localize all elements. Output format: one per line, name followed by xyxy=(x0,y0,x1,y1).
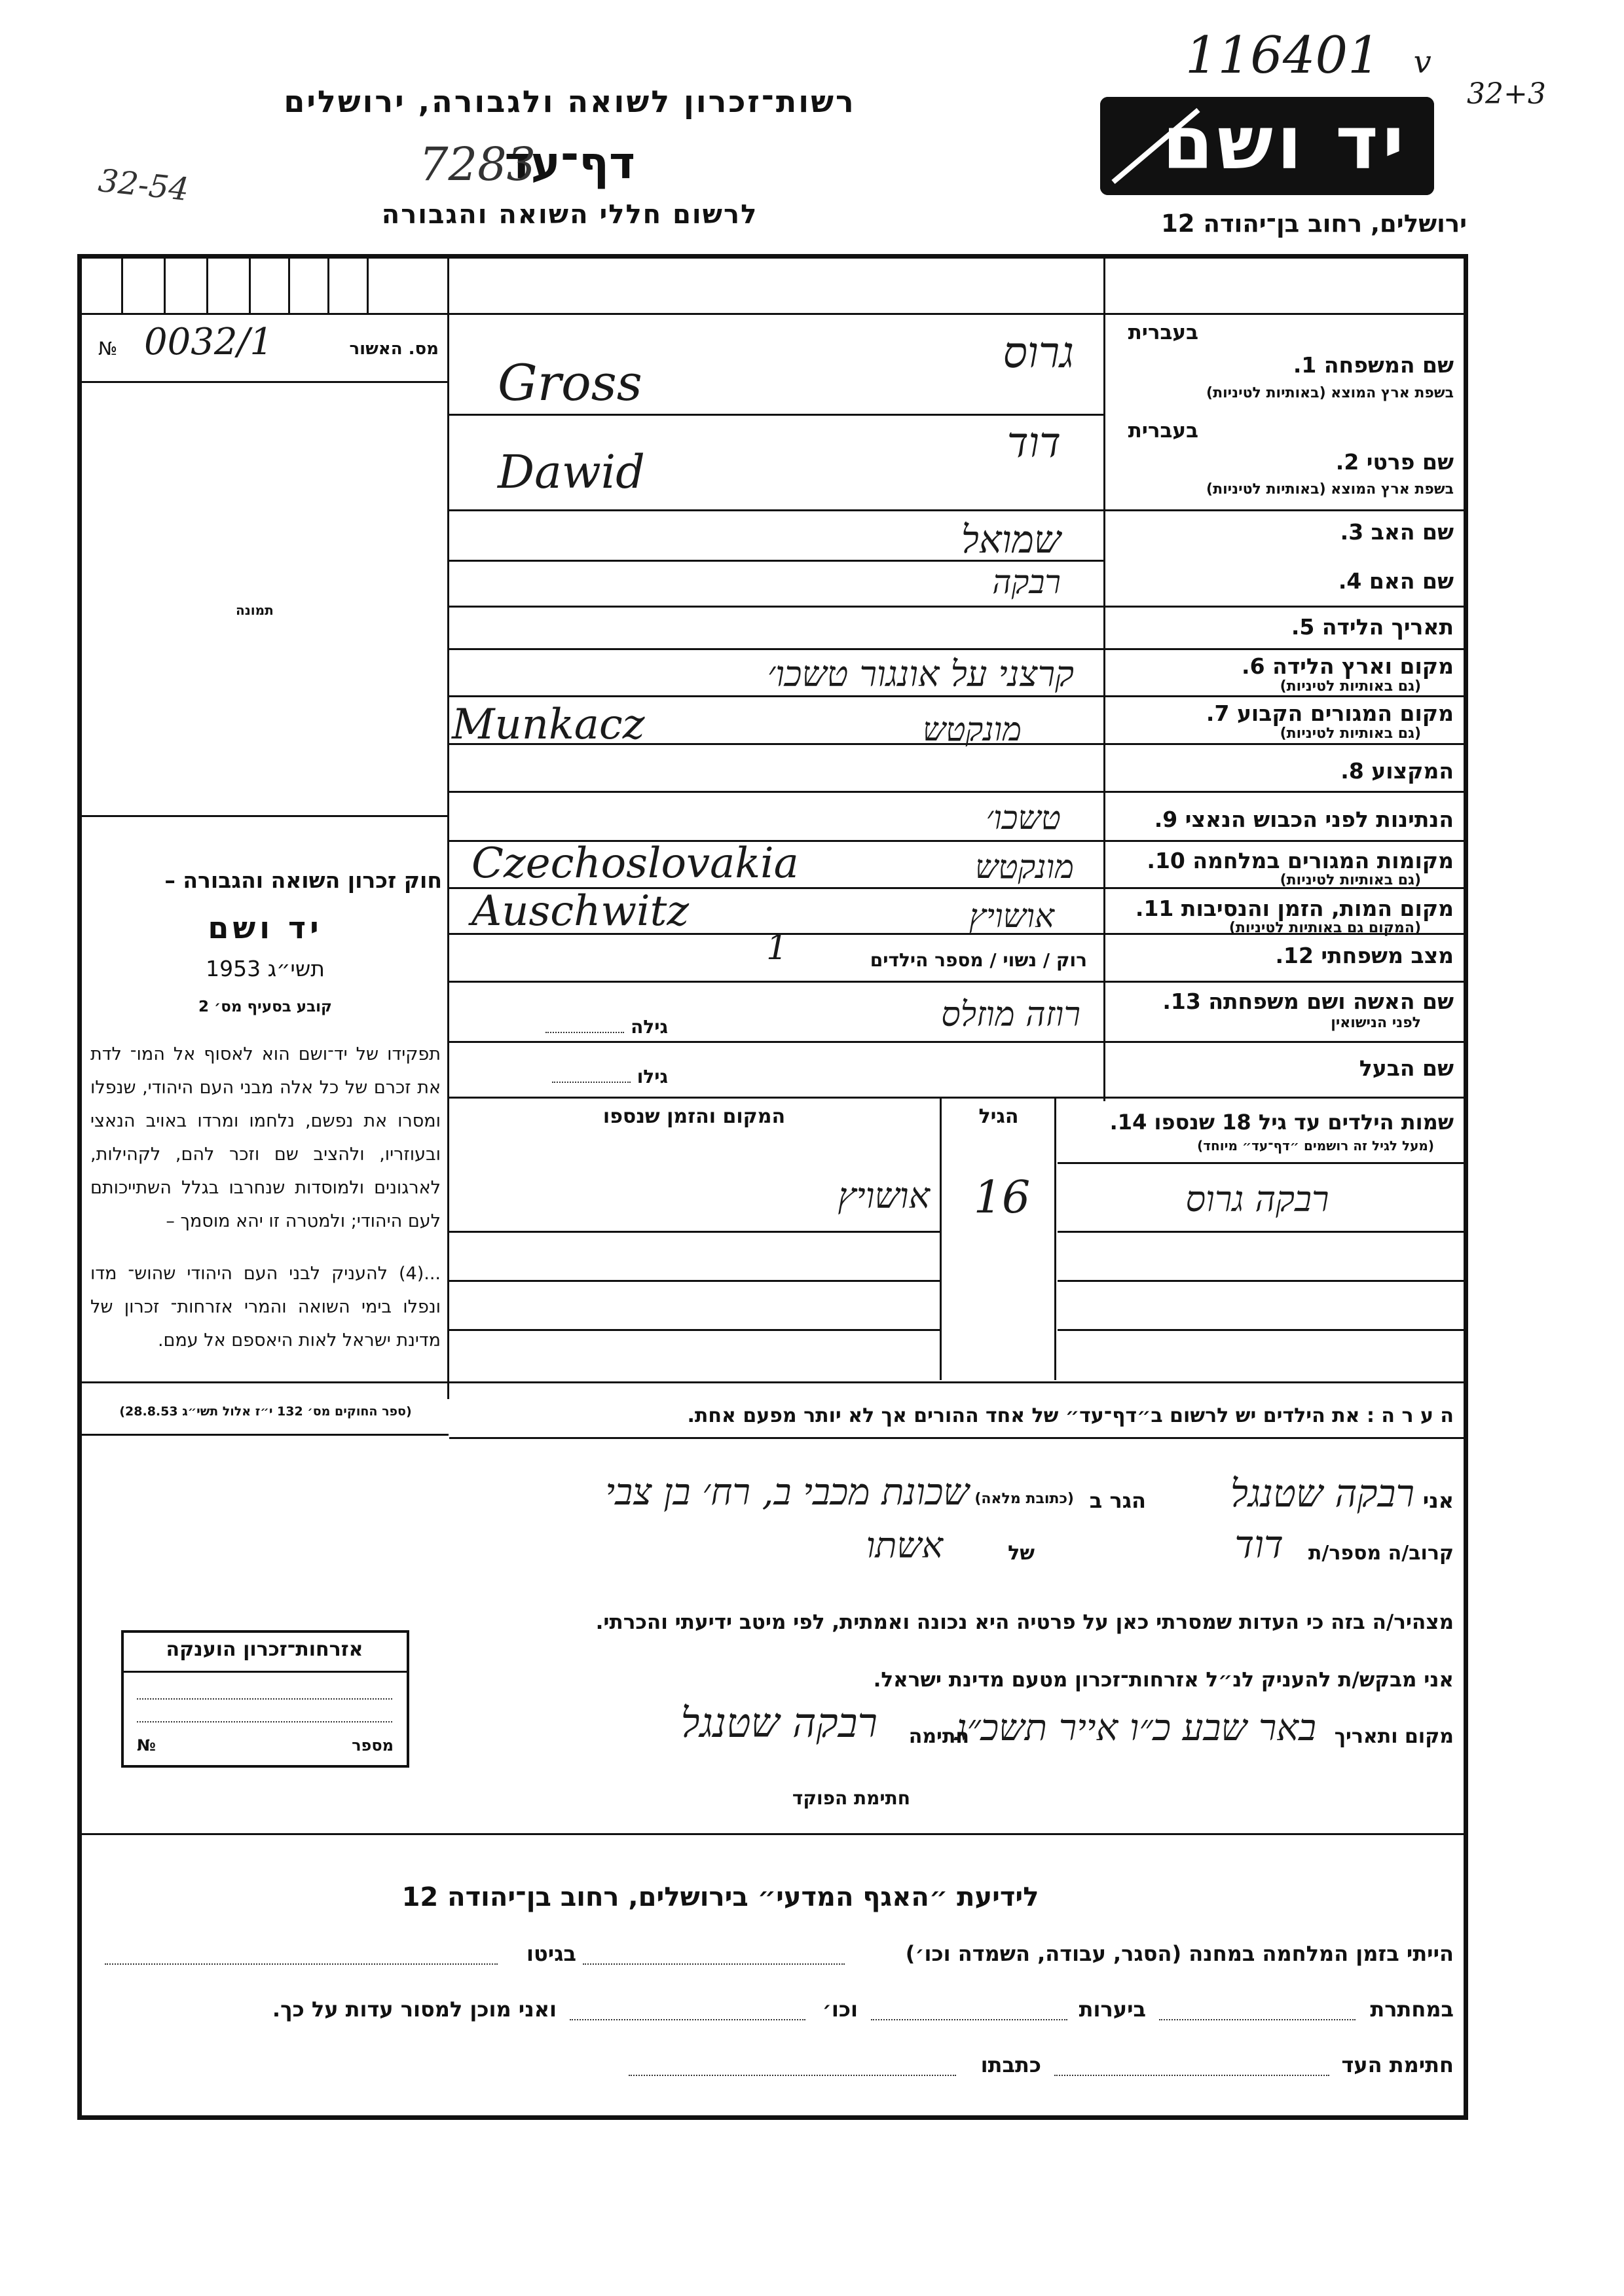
row-line-10 xyxy=(447,981,1464,983)
children-place-line-1 xyxy=(449,1231,940,1233)
citizenship-box-no-mark: № xyxy=(137,1736,156,1755)
children-header-line xyxy=(1058,1162,1464,1164)
children-note: ה ע ר ה : את הילדים יש לרשום ב״דף־עד״ של אחד ההורים אך לא יותר מפעם אחת. xyxy=(687,1404,1454,1427)
children-col-place: המקום והזמן שנספו xyxy=(602,1105,786,1128)
field-10-label: מקומות המגורים במלחמה 10. xyxy=(1147,848,1454,873)
row-line-4 xyxy=(447,695,1464,697)
official-signature: חתימת הפוקד xyxy=(792,1787,910,1809)
citizenship-box-number-label: מספר xyxy=(352,1736,394,1755)
field-13-age-label: גילה xyxy=(471,1016,668,1038)
reference-line xyxy=(82,1434,449,1436)
children-title: שמות הילדים עד גיל 18 שנספו 14. xyxy=(1109,1110,1454,1135)
field-1-label: שם המשפחה 1. xyxy=(1293,352,1454,378)
form-title-row xyxy=(393,137,851,196)
corner-mark: 32+3 xyxy=(1467,77,1546,111)
field-8-label: המקצוע 8. xyxy=(1340,758,1454,784)
field-13-label: שם האשה ושם משפחתה 13. xyxy=(1162,989,1454,1014)
approval-line xyxy=(82,381,449,383)
children-sub: (מעל לגיל זה רושמים ״דף־עד״ מיוחד) xyxy=(1197,1138,1434,1154)
yad-vashem-logo xyxy=(1100,97,1434,195)
children-place-line-3 xyxy=(449,1329,940,1331)
row-line-12 xyxy=(447,1097,1464,1099)
footer-line-1: הייתי בזמן המלחמה במחנה (הסגר, עבודה, השמדה וכו׳) בגיטו xyxy=(92,1941,1454,1974)
declarant-name: רבקה שטנגל xyxy=(1230,1471,1414,1516)
field-7-sub: (גם באותיות לטיניות) xyxy=(1280,725,1421,742)
child-1-place: אושויץ xyxy=(838,1175,930,1216)
top-strip-boxes xyxy=(82,257,449,313)
child-1-name: רבקה גרוס xyxy=(1185,1178,1329,1220)
citizenship-box xyxy=(121,1630,409,1768)
husband-label: שם הבעל xyxy=(1359,1055,1454,1081)
place-date-value: באר שבע כ״ו אייר תשכ״ג xyxy=(954,1707,1316,1749)
law-paragraph-1: תפקידו של יד־ושם הוא לאסוף אל המו־ לדת את זכרם של כל אלה מבני העם היהודי, שנפלו ומסרו את נפשם, נלחמו ומרדו באויב הנאצי ובעוזריו, ולהציב שם וזכר להם, לקהילות, לארגונים ולמוסדות שנחרבו בגלל השתייכותם לעם היהודי; ולמטרה זו יהא מוסמך – xyxy=(90,1044,441,1231)
form-purpose: לרשום חללי השואה והגבורה xyxy=(381,200,758,230)
field-3-label: שם האב 3. xyxy=(1340,519,1454,545)
field-2-hebrew-tag: בעברית xyxy=(1128,419,1198,443)
field-12-status-options: רוק / נשוי / מספר הילדים xyxy=(870,949,1087,971)
child-1-age: 16 xyxy=(973,1172,1031,1224)
field-1-value-latin: Gross xyxy=(498,354,642,412)
approval-no-mark: № xyxy=(98,338,118,359)
approval-value: 0032/1 xyxy=(144,321,274,363)
field-12-label: מצב משפחתי 12. xyxy=(1275,943,1454,968)
law-paragraph-2: ...(4) להעניק לבני העם היהודי שהוש־ מדו ונפלו בימי השואה והמרי אזרחות־ זכרון של מדינת ישראל לאות היאספם אל עמם. xyxy=(90,1264,441,1351)
top-strip-line xyxy=(82,313,1464,315)
field-11-value-latin: Auschwitz xyxy=(471,887,690,936)
request-text: אני מבקש/ת להעניק לנ״ל אזרחות־זכרון מטעם מדינת ישראל. xyxy=(873,1668,1454,1692)
field-7-label: מקום המגורים הקבוע 7. xyxy=(1206,701,1454,726)
field-1-hebrew-tag: בעברית xyxy=(1128,321,1198,344)
label-column-divider xyxy=(1103,257,1105,1101)
field-4-value: רבקה xyxy=(992,563,1061,601)
photo-label: תמונה xyxy=(236,602,274,618)
logo-text: יד ושם xyxy=(1162,101,1408,186)
note-bottom-line xyxy=(449,1437,1464,1439)
field-9-value: טשכו׳ xyxy=(986,799,1061,837)
citizenship-box-title: אזרחות־זכרון הוענקה xyxy=(166,1638,363,1661)
footer-line-3: חתימת העד כתבתו xyxy=(92,2052,1454,2085)
footer-divider xyxy=(82,1833,1464,1835)
org-name: רשות־זכרון לשואה ולגבורה, ירושלים xyxy=(284,84,856,119)
left-code: 32-54 xyxy=(96,162,191,209)
field-12-children-count: 1 xyxy=(766,928,788,968)
field-5-label: תאריך הלידה 5. xyxy=(1291,614,1454,640)
law-title: חוק זכרון השואה והגבורה – xyxy=(164,867,442,893)
field-6-sub: (גם באותיות לטיניות) xyxy=(1280,678,1421,695)
field-2-value-he: דוד xyxy=(1006,419,1061,467)
photo-bottom-line xyxy=(82,815,449,817)
children-place-line-2 xyxy=(449,1280,940,1282)
address: ירושלים, רחוב בן־יהודה 12 xyxy=(1161,210,1467,238)
law-reference: (ספר החוקים מס׳ 132 י״ז אלול תשי״ג 28.8.53) xyxy=(119,1404,412,1419)
row1-mid xyxy=(447,414,1105,416)
approval-field xyxy=(98,321,439,367)
field-10-value-latin: Czechoslovakia xyxy=(471,839,799,888)
children-row-line-2 xyxy=(1058,1280,1464,1282)
law-name: יד ושם xyxy=(208,910,323,945)
archive-number xyxy=(1185,26,1431,85)
field-7-value-latin: Munkacz xyxy=(452,701,645,749)
form-title: דף־עד xyxy=(504,137,635,189)
relation-value: אשתו xyxy=(866,1525,943,1566)
children-col-1 xyxy=(940,1099,942,1380)
field-2-sub: בשפת ארץ המוצא (באותיות לטיניות) xyxy=(1206,481,1454,498)
field-9-label: הנתינות לפני הכבוש הנאצי 9. xyxy=(1154,807,1454,832)
footer-line-2: במחתרת ביערות וכו׳ ואני מוכן למסור עדות על כך. xyxy=(272,1997,1454,2022)
husband-age-label: גילו xyxy=(471,1066,668,1087)
archive-number-suffix: v xyxy=(1413,44,1431,81)
field-13-value: רוזה מוזלס xyxy=(941,995,1080,1034)
relative-line: קרוב/ה מספר/ת דוד של אשתו xyxy=(866,1522,1454,1567)
left-column-divider xyxy=(447,257,449,1399)
field-1-sub: בשפת ארץ המוצא (באותיות לטיניות) xyxy=(1206,385,1454,401)
children-col-age: הגיל xyxy=(978,1105,1019,1128)
certify-text: מצהיר/ה בזה כי העדות שמסרתי כאן על פרטיה היא נכונה ואמתית, לפי מיטב ידיעתי והכרתי. xyxy=(595,1611,1454,1634)
form-number: 7283 xyxy=(419,137,536,191)
field-11-value-he: אושויץ xyxy=(969,897,1054,935)
row-line-3 xyxy=(447,648,1464,650)
field-7-value-he: מונקטש xyxy=(922,710,1022,748)
row-line-1 xyxy=(447,509,1464,511)
field-4-label: שם האם 4. xyxy=(1338,568,1454,594)
archive-number-value: 116401 xyxy=(1185,26,1380,85)
field-2-label: שם פרטי 2. xyxy=(1335,449,1454,475)
place-date-line: מקום ותאריך באר שבע כ״ו אייר תשכ״ג חתימה רבקה שטנגל xyxy=(680,1699,1454,1749)
field-10-sub: (גם באותיות לטיניות) xyxy=(1280,872,1421,888)
relative-of-value: דוד xyxy=(1234,1522,1283,1567)
field-1-value-he: גרוס xyxy=(1003,327,1074,378)
field-10-value-he: מונקטש xyxy=(974,848,1074,886)
row-line-6 xyxy=(447,791,1464,793)
field-11-sub: (המקום גם באותיות לטיניות) xyxy=(1228,920,1421,936)
children-row-line-3 xyxy=(1058,1329,1464,1331)
field-6-value: קרצני על אונגור טשכו׳ xyxy=(767,653,1074,695)
field-13-sub: לפני הנישואין xyxy=(1331,1015,1421,1031)
field-11-label: מקום המות, הזמן והנסיבות 11. xyxy=(1135,896,1454,921)
law-year: תשי״ג 1953 xyxy=(206,956,325,981)
footer-title: לידיעת ״האגף המדעי״ בירושלים, רחוב בן־יהודה 12 xyxy=(401,1882,1039,1912)
declarant-address: שכונת מכבי ב, רח׳ בן צבי xyxy=(605,1471,969,1514)
row-line-2 xyxy=(447,606,1464,608)
row-line-11 xyxy=(447,1041,1464,1043)
field-2-value-latin: Dawid xyxy=(498,445,645,499)
law-clause: קובע בסעיף מס׳ 2 xyxy=(198,998,332,1015)
mid-divider xyxy=(82,1381,1464,1383)
signature-value: רבקה שטנגל xyxy=(680,1699,877,1747)
approval-label: מס. האשור xyxy=(349,339,439,359)
children-row-line-1 xyxy=(1058,1231,1464,1233)
declarant-line: אני רבקה שטנגל הגר ב (כתובת מלאה) שכונת מכבי ב, רח׳ בן צבי xyxy=(605,1471,1454,1516)
field-3-value: שמואל xyxy=(961,517,1061,562)
field-6-label: מקום וארץ הלידה 6. xyxy=(1242,653,1454,679)
children-col-2 xyxy=(1054,1099,1056,1380)
